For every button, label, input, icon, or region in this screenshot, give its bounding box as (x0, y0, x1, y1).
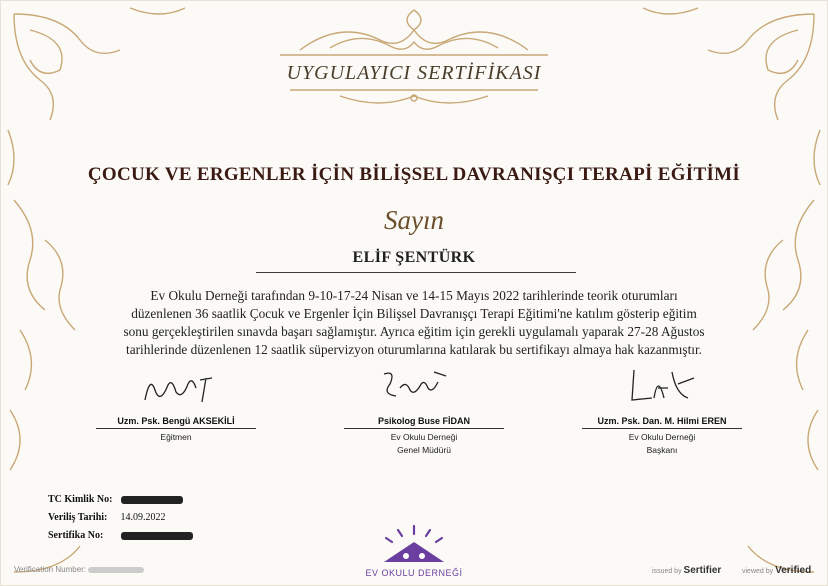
verification-number (14, 565, 144, 574)
signature-fidan (376, 366, 456, 406)
certificate-header-title: UYGULAYICI SERTİFİKASI (286, 62, 542, 84)
issued-by-label: issued by (652, 568, 682, 575)
signature-line (344, 428, 504, 429)
verification-label: Verification Number: (14, 565, 87, 574)
signature-eren (628, 364, 708, 408)
signatory-title: Ev Okulu Derneği (390, 432, 458, 442)
redacted-value (121, 496, 183, 504)
verified-logo: Verified (775, 565, 812, 576)
date-value: 14.09.2022 (120, 512, 166, 523)
signatory-3 (552, 416, 772, 455)
signatory-title: Ev Okulu Derneği (628, 432, 696, 442)
signatory-1 (66, 416, 286, 442)
signature-line (582, 428, 742, 429)
issue-date-row (48, 512, 166, 523)
signature-aksekili (140, 370, 220, 410)
signatory-name: Uzm. Psk. Bengü AKSEKİLİ (117, 416, 235, 426)
salutation: Sayın (384, 205, 444, 235)
signatory-name: Uzm. Psk. Dan. M. Hilmi EREN (597, 416, 727, 426)
signatory-subtitle: Başkanı (646, 445, 678, 455)
body-line: tarihlerinde düzenlenen 12 saatlik süpervizyon oturumlarına katılarak bu sertifikayı almaya hak kazanmıştır. (126, 342, 702, 357)
cert-number-label: Sertifika No: (48, 530, 104, 541)
signatory-subtitle: Genel Müdürü (397, 445, 451, 455)
body-line: düzenlenen 36 saatlik Çocuk ve Ergenler İçin Bilişsel Davranışçı Terapi Eğitimi'ne katılım gösterip eğitim (131, 306, 697, 321)
tc-number-row (48, 494, 183, 505)
course-title: ÇOCUK VE ERGENLER İÇİN BİLİŞSEL DAVRANIŞÇI TERAPİ EĞİTİMİ (87, 164, 741, 185)
certificate-body-text (86, 287, 742, 359)
issued-by[interactable] (652, 565, 721, 576)
name-underline (256, 272, 576, 273)
redacted-value (121, 532, 193, 540)
redacted-value (88, 567, 144, 573)
ev-okulu-logo-icon (368, 522, 460, 566)
signature-line (96, 428, 256, 429)
body-line: Ev Okulu Derneği tarafından 9-10-17-24 Nisan ve 14-15 Mayıs 2022 tarihlerinde teorik oturumları (150, 288, 678, 303)
viewed-by[interactable] (742, 565, 811, 576)
tc-label: TC Kimlik No: (48, 494, 113, 505)
signatory-name: Psikolog Buse FİDAN (377, 416, 470, 426)
logo-text: EV OKULU DERNEĞİ (365, 568, 463, 578)
signatory-title: Eğitmen (160, 432, 192, 442)
certificate-number-row (48, 530, 193, 541)
body-line: sonu gerçekleştirilen sınavda başarı sağlamıştır. Ayrıca eğitim için gerekli uygulamalı yaparak 27-28 Ağustos (123, 324, 705, 339)
sertifier-logo: Sertifier (683, 565, 722, 576)
viewed-by-label: viewed by (742, 568, 774, 575)
date-label: Veriliş Tarihi: (48, 512, 108, 523)
signatory-2 (314, 416, 534, 455)
recipient-name: ELİF ŞENTÜRK (352, 249, 476, 266)
